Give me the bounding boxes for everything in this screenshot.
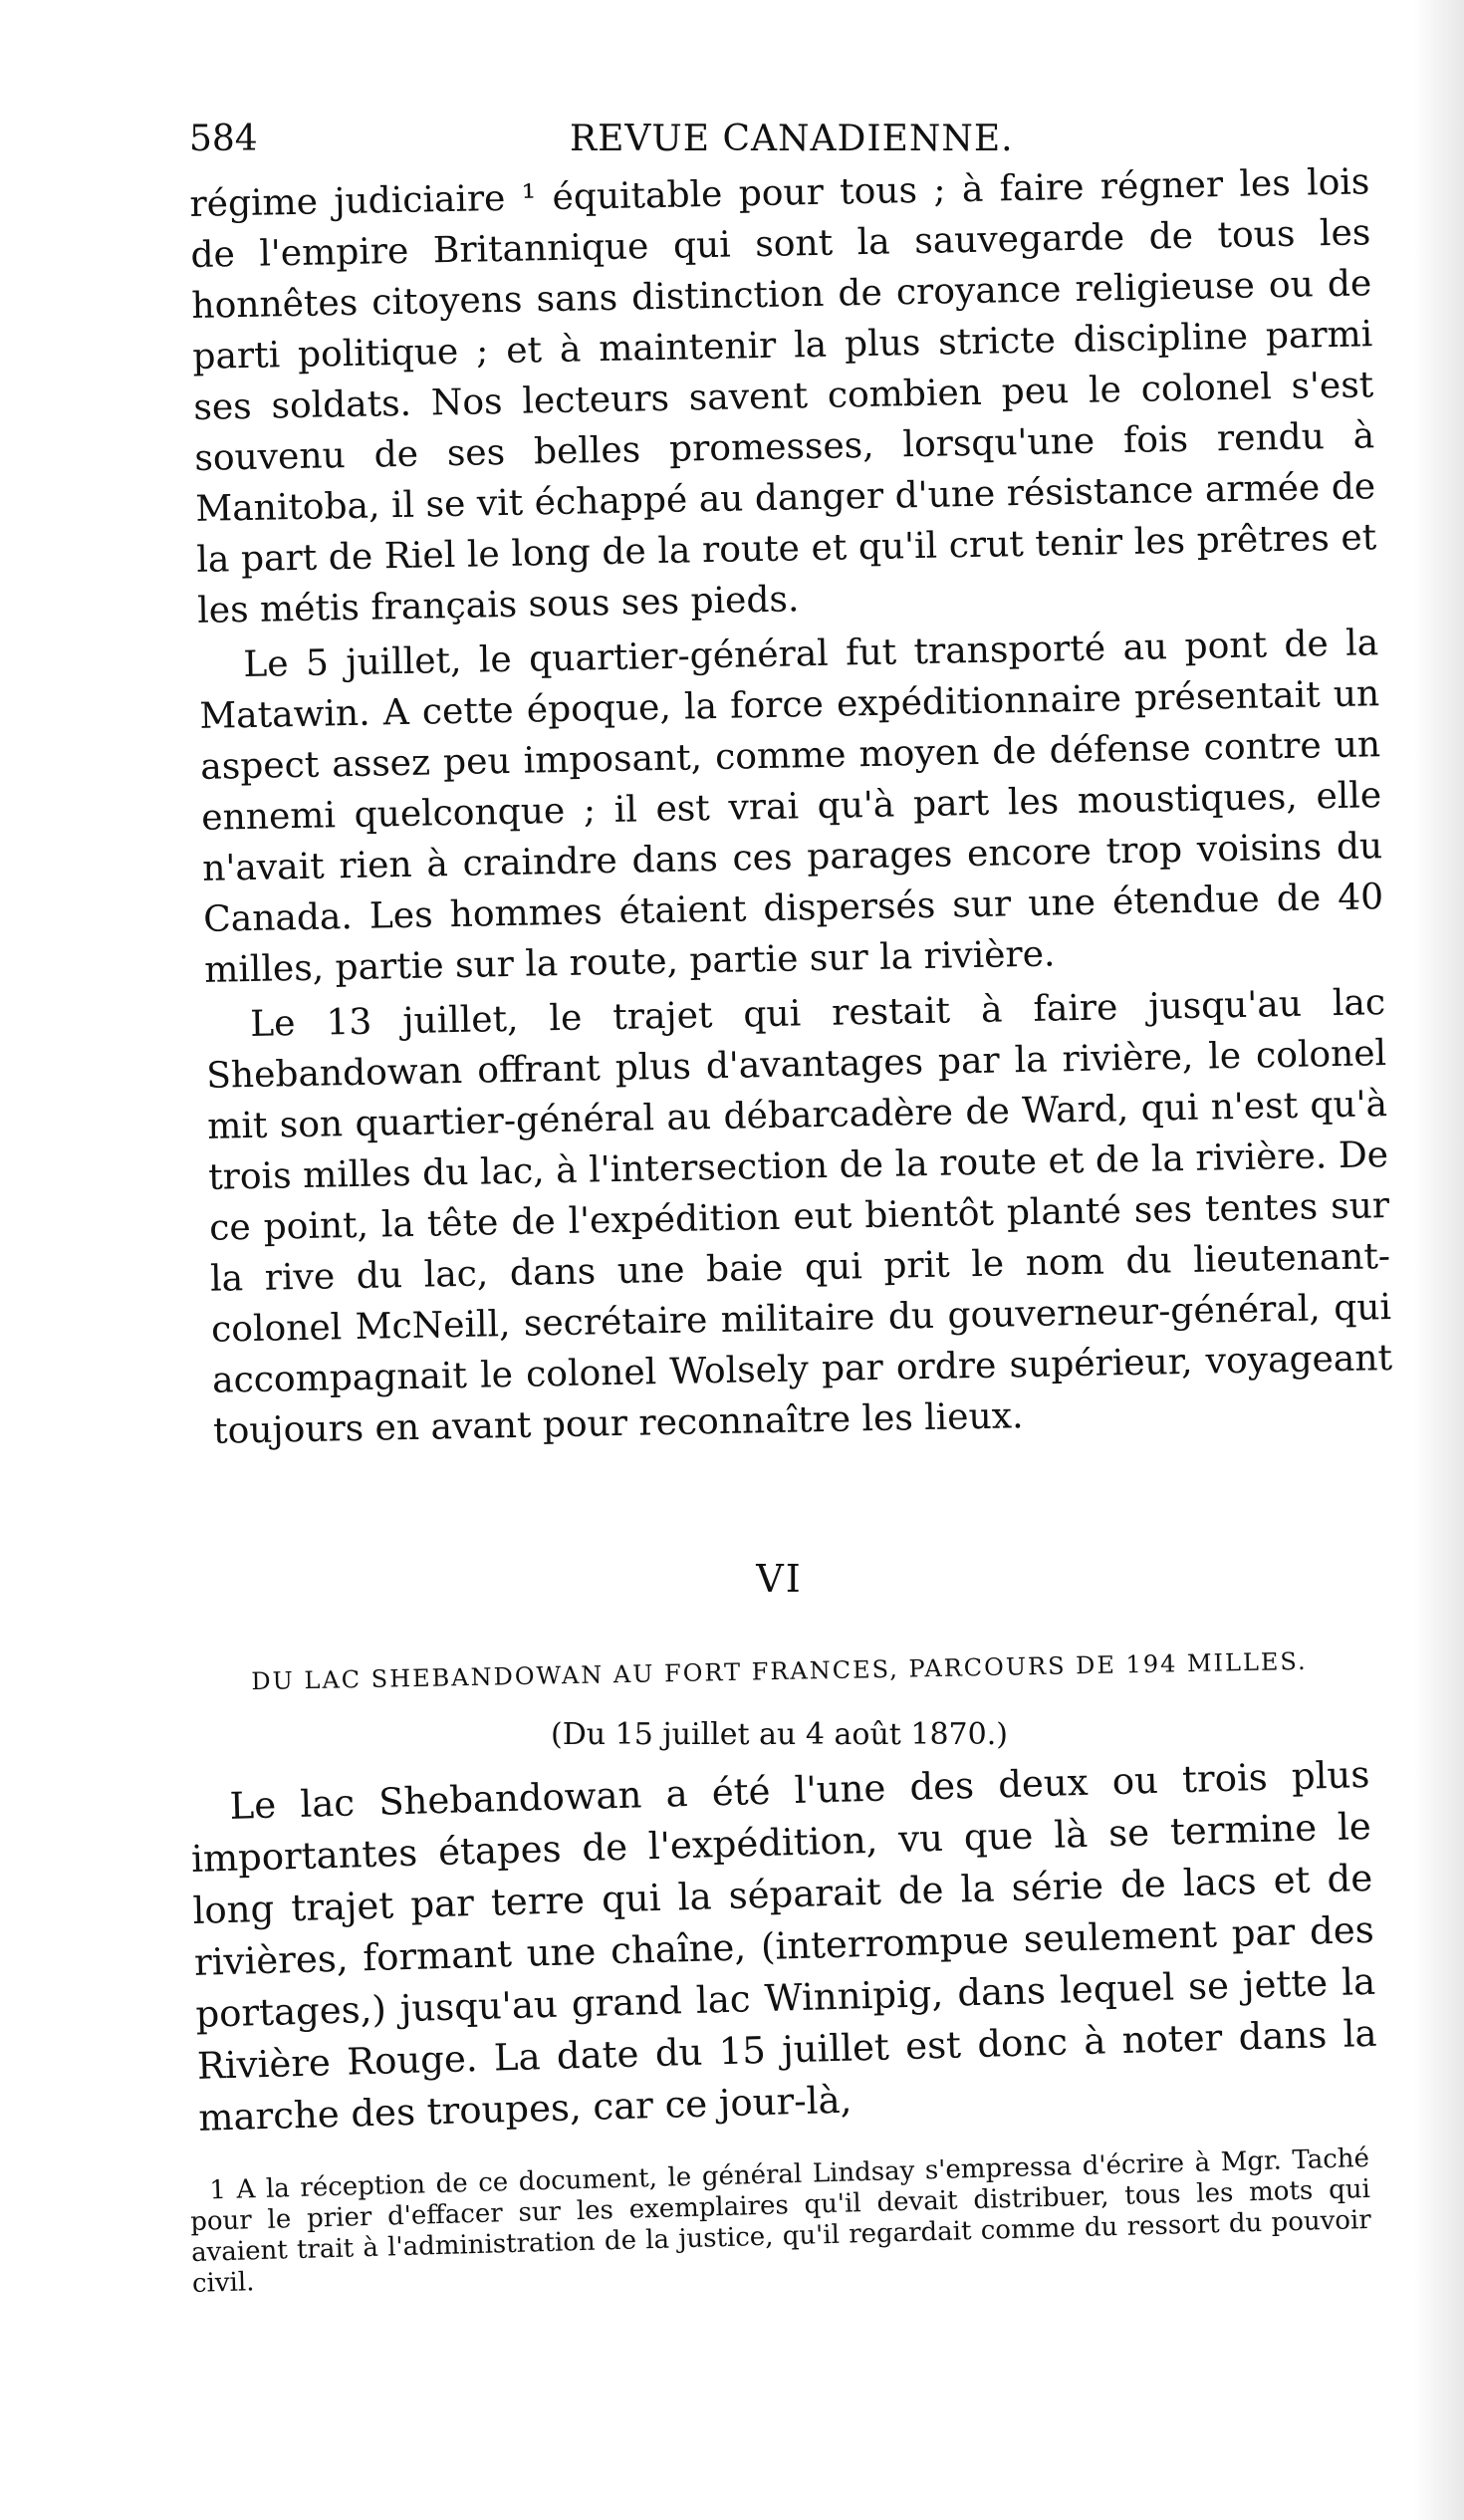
section-vi	[189, 1557, 1369, 1752]
paragraph-1: régime judiciaire ¹ équitable pour tous ; à faire régner les lois de l'empire Britannique qui sont la sauvegarde de tous les honnêtes citoyens sans distinction de croyance religieuse ou de parti politique ; et à maintenir la plus stricte discipline parmi ses soldats. Nos lecteurs savent combien peu le colonel s'est souvenu de ses belles promesses, lorsqu'une fois rendu à Manitoba, il se vit échappé au danger d'une résistance armée de la part de Riel le long de la route et qu'il crut tenir les prêtres et les métis français sous ses pieds.	[189, 161, 1377, 631]
page-number: 584	[189, 119, 258, 159]
scan-edge-shadow	[1414, 0, 1464, 2520]
section-paragraph: Le lac Shebandowan a été l'une des deux ou trois plus importantes étapes de l'expédition, vu que là se termine le long trajet par terre qui la séparait de la série de lacs et de rivières, formant une chaîne, (interrompue seulement par des portages,) jusqu'au grand lac Winnipig, dans lequel se jette la Rivière Rouge. La date du 15 juillet est donc à noter dans la marche des troupes, car ce jour-là,	[190, 1752, 1378, 2140]
footnote	[189, 2143, 1372, 2300]
paragraph-3: Le 13 juillet, le trajet qui restait à faire jusqu'au lac Shebandowan offrant plus d'avantages par la rivière, le colonel mit son quartier-général au débarcadère de Ward, qui n'est qu'à trois milles du lac, à l'intersection de la route et de la rivière. De ce point, la tête de l'expédition eut bientôt planté ses tentes sur la rive du lac, dans une baie qui prit le nom du lieutenant-colonel McNeill, secrétaire militaire du gouverneur-général, qui accompagnait le colonel Wolsely par ordre supérieur, voyageant toujours en avant pour reconnaître les lieux.	[205, 982, 1393, 1452]
section-dates: (Du 15 juillet au 4 août 1870.)	[551, 1717, 1008, 1752]
book-page	[189, 100, 1393, 2391]
footnote-text: 1 A la réception de ce document, le général Lindsay s'empressa d'écrire à Mgr. Taché pour le prier d'effacer sur les exemplaires qu'il devait distribuer, tous les mots qui avaient trait à l'administration de la justice, qu'il regardait comme du ressort du pouvoir civil.	[189, 2142, 1372, 2299]
journal-title: REVUE CANADIENNE.	[570, 119, 1014, 159]
section-text	[189, 1749, 1379, 2144]
paragraph-2: Le 5 juillet, le quartier-général fut transporté au pont de la Matawin. A cette époque, la force expéditionnaire présentait un aspect assez peu imposant, comme moyen de défense contre un ennemi quelconque ; il est vrai qu'à part les moustiques, elle n'avait rien à craindre dans ces parages encore trop voisins du Canada. Les hommes étaient dispersés sur une étendue de 40 milles, partie sur la route, partie sur la rivière.	[198, 623, 1384, 991]
section-heading: DU LAC SHEBANDOWAN AU FORT FRANCES, PARCOURS DE 194 MILLES.	[251, 1646, 1308, 1696]
section-number: VI	[756, 1557, 803, 1601]
main-text	[189, 156, 1393, 1457]
